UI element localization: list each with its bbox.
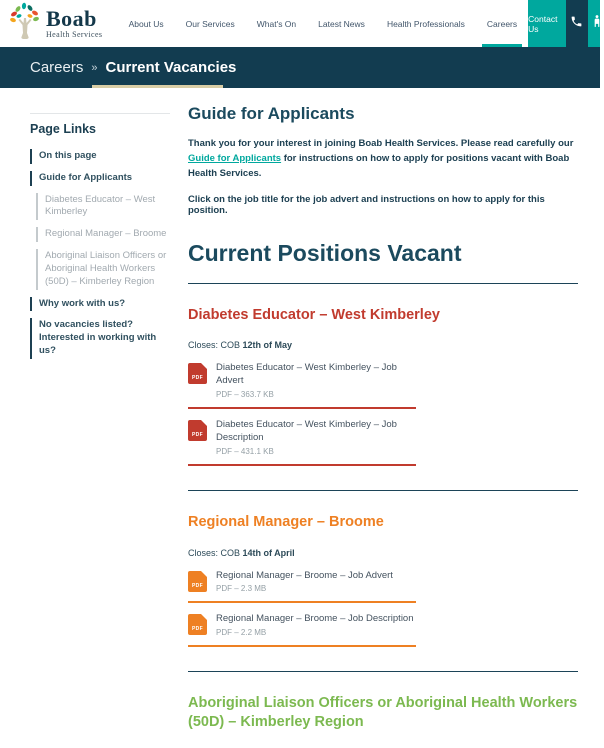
guide-paragraph: [188, 136, 578, 182]
nav-latest-news[interactable]: Latest News: [318, 18, 365, 29]
job-section-regional-manager: [188, 491, 578, 672]
guide-instruction: Click on the job title for the job advert and instructions on how to apply for this position.: [188, 193, 545, 216]
job-title-link[interactable]: Aboriginal Liaison Officers or Aboriginal Health Workers (50D) – Kimberley Region: [188, 695, 578, 730]
sidebar-divider: [30, 113, 170, 114]
positions-title: Current Positions Vacant: [188, 239, 462, 266]
nav-our-services[interactable]: Our Services: [185, 18, 235, 29]
person-icon: [588, 13, 604, 34]
pdf-file-name[interactable]: Regional Manager – Broome – Job Description: [216, 613, 414, 625]
phone-button[interactable]: [566, 0, 588, 47]
sidebar-item-regional-manager[interactable]: Regional Manager – Broome: [36, 227, 170, 242]
breadcrumb-current: Current Vacancies: [105, 59, 237, 76]
page-links-sidebar: [30, 88, 170, 748]
job-title-link[interactable]: Regional Manager – Broome: [188, 513, 384, 530]
closes-date: 14th of April: [242, 547, 295, 558]
nav-health-professionals[interactable]: Health Professionals: [386, 18, 465, 29]
guide-title: Guide for Applicants: [188, 104, 355, 123]
pdf-icon: [188, 614, 207, 635]
breadcrumb: [0, 47, 600, 88]
job-section-aboriginal-liaison: [188, 672, 578, 732]
pdf-file-name[interactable]: Regional Manager – Broome – Job Advert: [216, 569, 393, 581]
sidebar-title: Page Links: [30, 122, 96, 136]
sidebar-item-guide-for-applicants[interactable]: Guide for Applicants: [30, 171, 170, 186]
pdf-icon: [188, 363, 207, 384]
pdf-link-row[interactable]: [188, 570, 416, 604]
main-content: [188, 88, 578, 748]
page-content: [0, 88, 600, 748]
logo-title: Boab: [46, 6, 97, 31]
closes-date: 12th of May: [242, 340, 293, 351]
job-closes: [188, 548, 578, 558]
nav-careers[interactable]: Careers: [476, 0, 528, 47]
logo-text: [46, 8, 102, 39]
sidebar-item-diabetes-educator[interactable]: Diabetes Educator – West Kimberley: [36, 193, 170, 221]
site-logo[interactable]: [0, 0, 118, 47]
accessibility-button[interactable]: [588, 0, 600, 47]
closes-label: Closes: COB: [188, 547, 243, 558]
pdf-file-name[interactable]: Diabetes Educator – West Kimberley – Job Advert: [216, 362, 397, 387]
job-closes: [188, 340, 578, 350]
pdf-icon: [188, 571, 207, 592]
breadcrumb-separator: »: [91, 61, 98, 74]
sidebar-item-on-this-page[interactable]: On this page: [30, 149, 170, 164]
job-section-diabetes-educator: [188, 284, 578, 491]
spacer: [188, 657, 578, 671]
pdf-file-meta: PDF – 363.7 KB: [216, 390, 274, 400]
guide-paragraph-end: for instructions on how to apply for positions vacant with Boab Health Services.: [188, 153, 570, 180]
pdf-icon: [188, 420, 207, 441]
pdf-file-meta: PDF – 2.2 MB: [216, 628, 267, 638]
pdf-file-name[interactable]: Diabetes Educator – West Kimberley – Job Description: [216, 419, 397, 443]
sidebar-item-no-vacancies[interactable]: No vacancies listed? Interested in working with us?: [30, 318, 170, 358]
boab-tree-icon: [8, 2, 42, 45]
nav-whats-on[interactable]: What's On: [256, 18, 297, 29]
sidebar-item-aboriginal-liaison[interactable]: Aboriginal Liaison Officers or Aboriginal Health Workers (50D) – Kimberley Region: [36, 249, 170, 289]
spacer: [188, 476, 578, 490]
site-header: [0, 0, 600, 47]
breadcrumb-section[interactable]: Careers: [30, 59, 84, 76]
phone-icon: [570, 15, 583, 33]
closes-label: Closes: COB: [188, 340, 243, 351]
breadcrumb-underline: [92, 85, 223, 88]
logo-subtitle: Health Services: [46, 30, 103, 39]
pdf-link-row[interactable]: [188, 613, 416, 647]
guide-paragraph-start: Thank you for your interest in joining Boab Health Services. Please read carefully our: [188, 138, 574, 149]
guide-for-applicants-link[interactable]: Guide for Applicants: [188, 153, 282, 165]
sidebar-item-why-work-with-us[interactable]: Why work with us?: [30, 297, 170, 312]
nav-about-us[interactable]: About Us: [128, 18, 164, 29]
pdf-link-row[interactable]: [188, 362, 416, 409]
job-title-link[interactable]: Diabetes Educator – West Kimberley: [188, 306, 440, 323]
pdf-file-meta: PDF – 431.1 KB: [216, 446, 274, 456]
pdf-link-row[interactable]: [188, 419, 416, 466]
pdf-file-meta: PDF – 2.3 MB: [216, 584, 267, 594]
main-nav: [118, 0, 529, 47]
contact-us-button[interactable]: Contact Us: [528, 0, 566, 47]
